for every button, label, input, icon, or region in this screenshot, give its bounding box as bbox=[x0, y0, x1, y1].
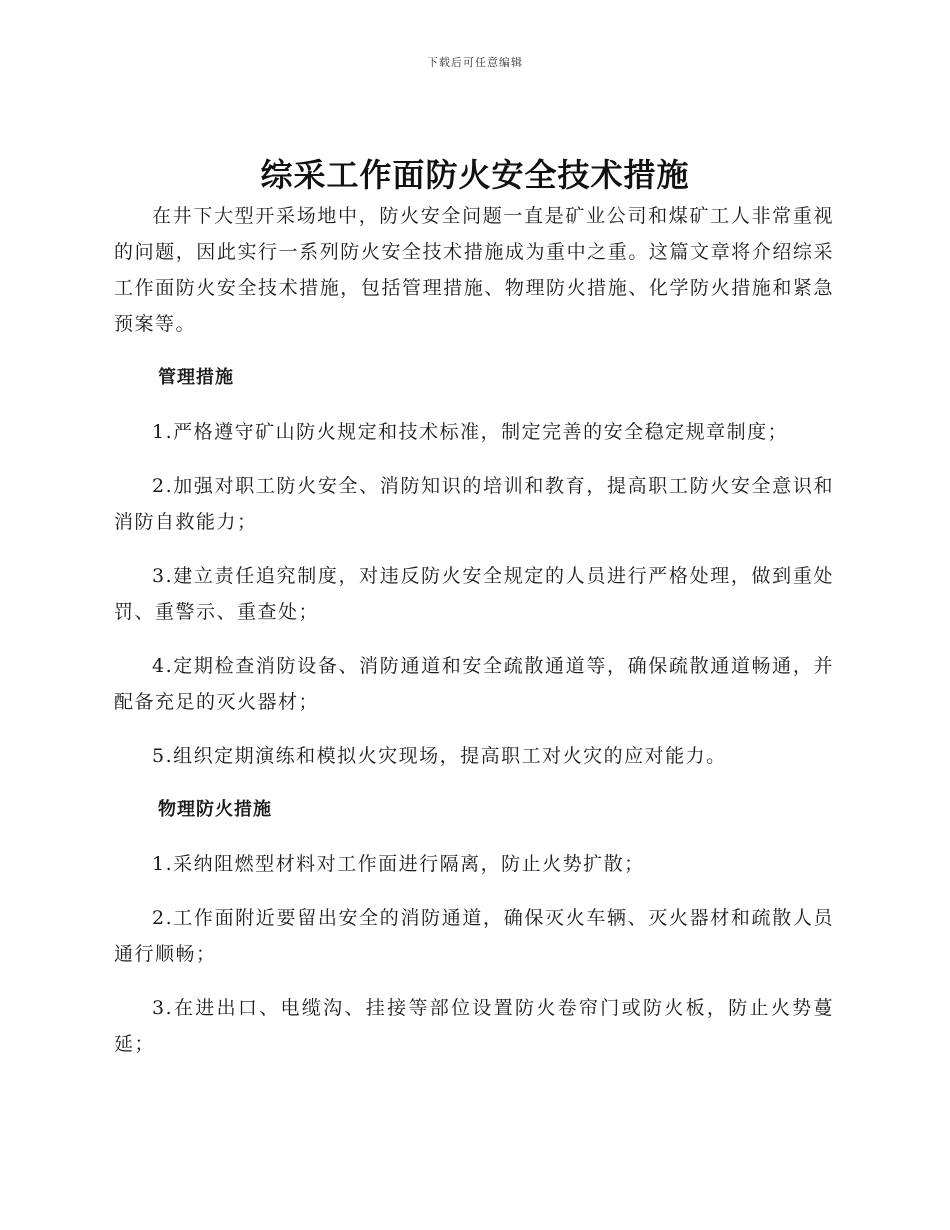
section-heading: 管理措施 bbox=[158, 367, 234, 388]
document-body bbox=[114, 198, 834, 1080]
list-item: 2.工作面附近要留出安全的消防通道，确保灭火车辆、灭火器材和疏散人员通行顺畅； bbox=[114, 907, 834, 965]
list-item: 3.建立责任追究制度，对违反防火安全规定的人员进行严格处理，做到重处罚、重警示、重查处； bbox=[114, 565, 834, 623]
section-physical-fire-prevention bbox=[114, 792, 834, 1062]
list-item: 1.严格遵守矿山防火规定和技术标准，制定完善的安全稳定规章制度； bbox=[152, 421, 789, 443]
list-item: 1.采纳阻燃型材料对工作面进行隔离，防止火势扩散； bbox=[152, 853, 645, 875]
header-note: 下载后可任意编辑 bbox=[427, 56, 523, 69]
section-management bbox=[114, 360, 834, 774]
list-item: 2.加强对职工防火安全、消防知识的培训和教育，提高职工防火安全意识和消防自救能力； bbox=[114, 475, 834, 533]
intro-paragraph: 在井下大型开采场地中，防火安全问题一直是矿业公司和煤矿工人非常重视的问题，因此实行一系列防火安全技术措施成为重中之重。这篇文章将介绍综采工作面防火安全技术措施，包括管理措施、物理防火措施、化学防火措施和紧急预案等。 bbox=[114, 205, 834, 335]
list-item: 3.在进出口、电缆沟、挂接等部位设置防火卷帘门或防火板，防止火势蔓延； bbox=[114, 997, 834, 1055]
section-heading: 物理防火措施 bbox=[158, 799, 272, 820]
list-item: 5.组织定期演练和模拟火灾现场，提高职工对火灾的应对能力。 bbox=[152, 745, 727, 767]
document-title: 综采工作面防火安全技术措施 bbox=[260, 156, 690, 194]
list-item: 4.定期检查消防设备、消防通道和安全疏散通道等，确保疏散通道畅通，并配备充足的灭火器材； bbox=[114, 655, 834, 713]
